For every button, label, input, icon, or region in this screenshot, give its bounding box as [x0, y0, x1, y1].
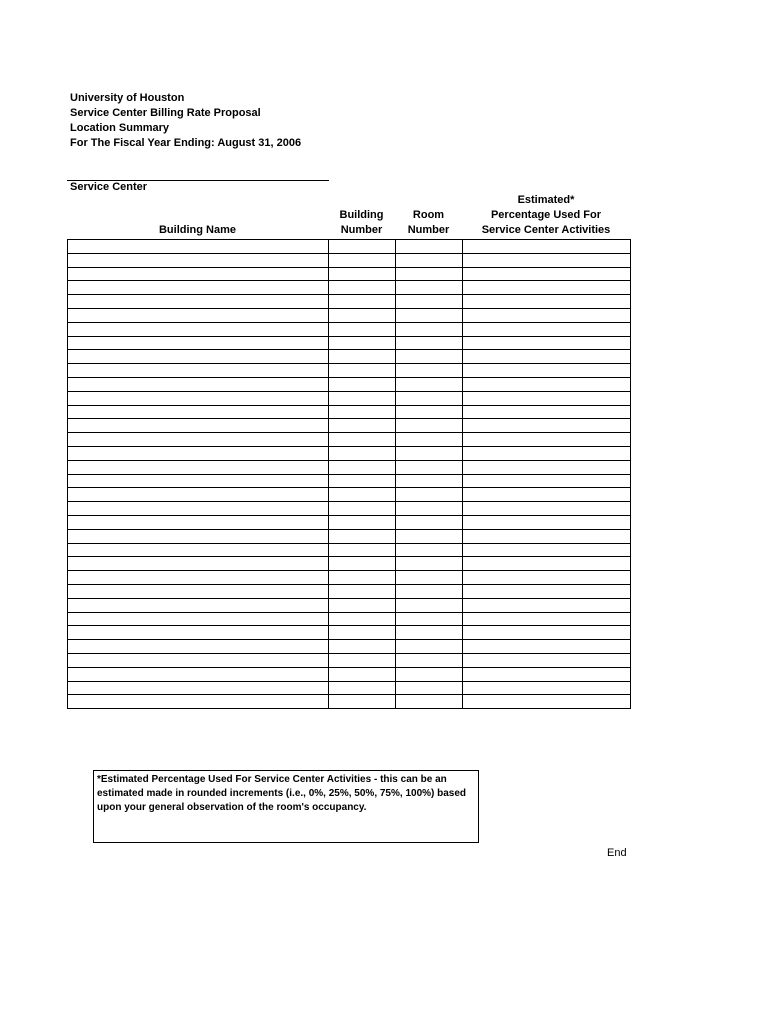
table-row	[68, 350, 631, 364]
building-number-cell[interactable]	[329, 405, 396, 419]
building-number-cell[interactable]	[329, 474, 396, 488]
estimated-percentage-cell[interactable]	[463, 502, 631, 516]
table-row	[68, 488, 631, 502]
table-row	[68, 364, 631, 378]
estimated-percentage-cell[interactable]	[463, 598, 631, 612]
estimated-percentage-cell[interactable]	[463, 350, 631, 364]
room-number-cell[interactable]	[396, 612, 463, 626]
estimated-percentage-cell[interactable]	[463, 612, 631, 626]
room-number-cell[interactable]	[396, 640, 463, 654]
table-row	[68, 460, 631, 474]
table-row	[68, 433, 631, 447]
building-name-cell[interactable]	[68, 460, 329, 474]
room-number-cell[interactable]	[396, 488, 463, 502]
room-number-cell[interactable]	[396, 681, 463, 695]
estimated-percentage-cell[interactable]	[463, 584, 631, 598]
estimated-percentage-cell[interactable]	[463, 240, 631, 254]
room-number-cell[interactable]	[396, 267, 463, 281]
estimated-percentage-cell[interactable]	[463, 474, 631, 488]
building-name-cell[interactable]	[68, 681, 329, 695]
room-number-cell[interactable]	[396, 253, 463, 267]
table-row	[68, 584, 631, 598]
estimated-percentage-cell[interactable]	[463, 695, 631, 709]
building-number-cell[interactable]	[329, 695, 396, 709]
room-number-cell[interactable]	[396, 377, 463, 391]
room-number-cell[interactable]	[396, 364, 463, 378]
table-row	[68, 419, 631, 433]
building-number-cell[interactable]	[329, 502, 396, 516]
building-name-cell[interactable]	[68, 474, 329, 488]
estimated-percentage-cell[interactable]	[463, 281, 631, 295]
room-number-cell[interactable]	[396, 295, 463, 309]
room-number-cell[interactable]	[396, 446, 463, 460]
table-row	[68, 612, 631, 626]
estimated-percentage-cell[interactable]	[463, 377, 631, 391]
room-number-cell[interactable]	[396, 667, 463, 681]
building-number-cell[interactable]	[329, 626, 396, 640]
estimated-percentage-cell[interactable]	[463, 571, 631, 585]
table-row	[68, 640, 631, 654]
room-number-cell[interactable]	[396, 543, 463, 557]
building-number-cell[interactable]	[329, 653, 396, 667]
table-row	[68, 653, 631, 667]
room-number-cell[interactable]	[396, 433, 463, 447]
table-row	[68, 377, 631, 391]
estimated-percentage-cell[interactable]	[463, 267, 631, 281]
building-number-cell[interactable]	[329, 460, 396, 474]
building-number-cell[interactable]	[329, 350, 396, 364]
col-header-building-name-text: Building Name	[158, 224, 236, 236]
estimated-percentage-cell[interactable]	[463, 322, 631, 336]
building-number-cell[interactable]	[329, 446, 396, 460]
building-name-cell[interactable]	[68, 405, 329, 419]
building-name-cell[interactable]	[68, 626, 329, 640]
col-header-estimated-line2: Percentage Used For	[490, 209, 602, 221]
table-row	[68, 502, 631, 516]
end-label: End	[607, 847, 627, 859]
estimated-percentage-cell[interactable]	[463, 460, 631, 474]
building-number-cell[interactable]	[329, 515, 396, 529]
estimated-percentage-cell[interactable]	[463, 419, 631, 433]
building-name-cell[interactable]	[68, 598, 329, 612]
col-header-estimated-percentage	[462, 193, 630, 238]
estimated-percentage-cell[interactable]	[463, 667, 631, 681]
building-number-cell[interactable]	[329, 322, 396, 336]
room-number-cell[interactable]	[396, 419, 463, 433]
table-row	[68, 322, 631, 336]
building-name-cell[interactable]	[68, 295, 329, 309]
table-row	[68, 240, 631, 254]
building-number-cell[interactable]	[329, 281, 396, 295]
table-row	[68, 405, 631, 419]
building-number-cell[interactable]	[329, 571, 396, 585]
header-fiscal-year: For The Fiscal Year Ending: August 31, 2006	[70, 137, 302, 149]
room-number-cell[interactable]	[396, 598, 463, 612]
room-number-cell[interactable]	[396, 350, 463, 364]
col-header-building-number-line2: Number	[340, 224, 383, 236]
table-row	[68, 681, 631, 695]
service-center-label: Service Center	[70, 181, 148, 193]
building-name-cell[interactable]	[68, 322, 329, 336]
col-header-room-number	[395, 208, 462, 238]
table-row	[68, 557, 631, 571]
building-number-cell[interactable]	[329, 295, 396, 309]
estimated-percentage-cell[interactable]	[463, 391, 631, 405]
building-number-cell[interactable]	[329, 584, 396, 598]
table-row	[68, 308, 631, 322]
building-name-cell[interactable]	[68, 543, 329, 557]
table-row	[68, 529, 631, 543]
table-row	[68, 391, 631, 405]
footnote-box	[93, 770, 479, 843]
building-number-cell[interactable]	[329, 543, 396, 557]
room-number-cell[interactable]	[396, 391, 463, 405]
col-header-building-number-line1: Building	[339, 209, 384, 221]
room-number-cell[interactable]	[396, 405, 463, 419]
building-name-cell[interactable]	[68, 502, 329, 516]
building-number-cell[interactable]	[329, 557, 396, 571]
building-number-cell[interactable]	[329, 364, 396, 378]
building-name-cell[interactable]	[68, 653, 329, 667]
building-name-cell[interactable]	[68, 529, 329, 543]
building-number-cell[interactable]	[329, 253, 396, 267]
building-number-cell[interactable]	[329, 267, 396, 281]
table-row	[68, 695, 631, 709]
room-number-cell[interactable]	[396, 281, 463, 295]
table-row	[68, 543, 631, 557]
building-name-cell[interactable]	[68, 571, 329, 585]
table-row	[68, 626, 631, 640]
room-number-cell[interactable]	[396, 653, 463, 667]
building-number-cell[interactable]	[329, 598, 396, 612]
building-number-cell[interactable]	[329, 529, 396, 543]
estimated-percentage-cell[interactable]	[463, 626, 631, 640]
col-header-room-number-line1: Room	[412, 209, 445, 221]
room-number-cell[interactable]	[396, 529, 463, 543]
building-name-cell[interactable]	[68, 377, 329, 391]
building-name-cell[interactable]	[68, 667, 329, 681]
room-number-cell[interactable]	[396, 240, 463, 254]
estimated-percentage-cell[interactable]	[463, 308, 631, 322]
room-number-cell[interactable]	[396, 460, 463, 474]
room-number-cell[interactable]	[396, 474, 463, 488]
estimated-percentage-cell[interactable]	[463, 336, 631, 350]
col-header-estimated-line1: Estimated*	[517, 194, 575, 206]
building-number-cell[interactable]	[329, 308, 396, 322]
table-row	[68, 667, 631, 681]
col-header-room-number-line2: Number	[407, 224, 450, 236]
building-number-cell[interactable]	[329, 419, 396, 433]
room-number-cell[interactable]	[396, 557, 463, 571]
building-name-cell[interactable]	[68, 584, 329, 598]
estimated-percentage-cell[interactable]	[463, 446, 631, 460]
col-header-estimated-line3: Service Center Activities	[481, 224, 611, 236]
col-header-building-name	[67, 223, 328, 238]
estimated-percentage-cell[interactable]	[463, 253, 631, 267]
building-name-cell[interactable]	[68, 281, 329, 295]
table-row	[68, 253, 631, 267]
room-number-cell[interactable]	[396, 515, 463, 529]
room-number-cell[interactable]	[396, 308, 463, 322]
room-number-cell[interactable]	[396, 584, 463, 598]
col-header-building-number	[328, 208, 395, 238]
building-name-cell[interactable]	[68, 515, 329, 529]
building-number-cell[interactable]	[329, 391, 396, 405]
building-number-cell[interactable]	[329, 488, 396, 502]
location-table	[67, 239, 631, 709]
estimated-percentage-cell[interactable]	[463, 681, 631, 695]
building-name-cell[interactable]	[68, 240, 329, 254]
building-name-cell[interactable]	[68, 419, 329, 433]
estimated-percentage-cell[interactable]	[463, 295, 631, 309]
table-row	[68, 515, 631, 529]
building-name-cell[interactable]	[68, 557, 329, 571]
estimated-percentage-cell[interactable]	[463, 364, 631, 378]
building-name-cell[interactable]	[68, 640, 329, 654]
building-name-cell[interactable]	[68, 364, 329, 378]
building-number-cell[interactable]	[329, 377, 396, 391]
building-name-cell[interactable]	[68, 446, 329, 460]
table-row	[68, 295, 631, 309]
building-name-cell[interactable]	[68, 488, 329, 502]
room-number-cell[interactable]	[396, 502, 463, 516]
table-row	[68, 474, 631, 488]
location-table-body	[68, 240, 631, 709]
estimated-percentage-cell[interactable]	[463, 515, 631, 529]
header-location-summary: Location Summary	[70, 122, 170, 134]
table-row	[68, 446, 631, 460]
room-number-cell[interactable]	[396, 336, 463, 350]
building-name-cell[interactable]	[68, 612, 329, 626]
estimated-percentage-cell[interactable]	[463, 557, 631, 571]
header-university: University of Houston	[70, 92, 185, 104]
table-row	[68, 571, 631, 585]
table-row	[68, 598, 631, 612]
building-name-cell[interactable]	[68, 695, 329, 709]
estimated-percentage-cell[interactable]	[463, 543, 631, 557]
building-number-cell[interactable]	[329, 433, 396, 447]
table-row	[68, 336, 631, 350]
room-number-cell[interactable]	[396, 626, 463, 640]
building-name-cell[interactable]	[68, 391, 329, 405]
building-name-cell[interactable]	[68, 350, 329, 364]
estimated-percentage-cell[interactable]	[463, 488, 631, 502]
room-number-cell[interactable]	[396, 322, 463, 336]
room-number-cell[interactable]	[396, 695, 463, 709]
building-number-cell[interactable]	[329, 240, 396, 254]
building-number-cell[interactable]	[329, 681, 396, 695]
header-proposal-title: Service Center Billing Rate Proposal	[70, 107, 261, 119]
estimated-percentage-cell[interactable]	[463, 405, 631, 419]
estimated-percentage-cell[interactable]	[463, 653, 631, 667]
building-name-cell[interactable]	[68, 253, 329, 267]
estimated-percentage-cell[interactable]	[463, 529, 631, 543]
room-number-cell[interactable]	[396, 571, 463, 585]
footnote-text: *Estimated Percentage Used For Service Center Activities - this can be an estimated made in rounded increments (i.e., 0%, 25%, 50%, 75%, 100%) based upon your general observation of the room's occupancy.	[97, 774, 467, 813]
building-name-cell[interactable]	[68, 433, 329, 447]
report-header	[70, 91, 301, 151]
building-number-cell[interactable]	[329, 612, 396, 626]
building-number-cell[interactable]	[329, 336, 396, 350]
building-name-cell[interactable]	[68, 336, 329, 350]
building-name-cell[interactable]	[68, 308, 329, 322]
table-row	[68, 281, 631, 295]
table-row	[68, 267, 631, 281]
estimated-percentage-cell[interactable]	[463, 640, 631, 654]
building-number-cell[interactable]	[329, 640, 396, 654]
building-name-cell[interactable]	[68, 267, 329, 281]
building-number-cell[interactable]	[329, 667, 396, 681]
estimated-percentage-cell[interactable]	[463, 433, 631, 447]
